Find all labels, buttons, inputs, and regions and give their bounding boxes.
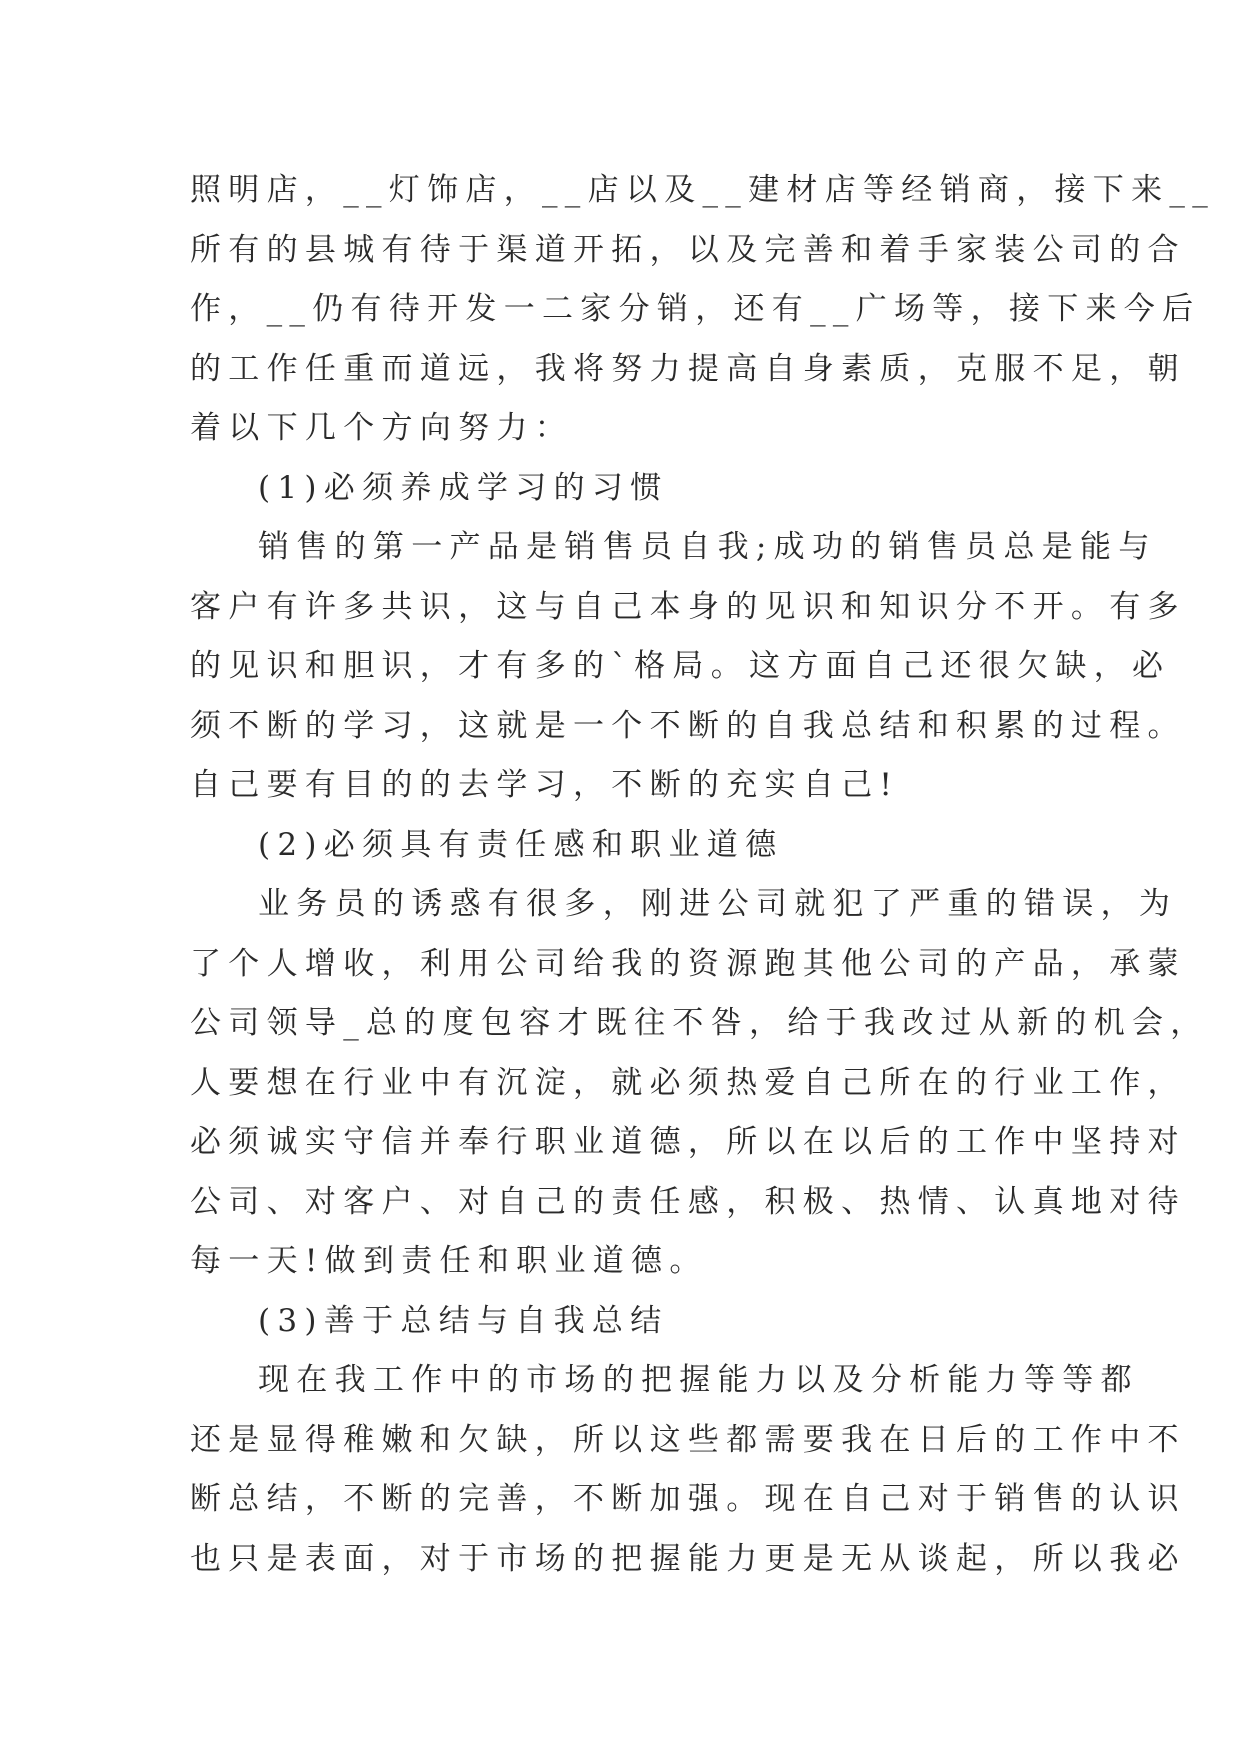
body-text	[190, 161, 1215, 1589]
text-line: 公司、对客户、对自己的责任感，积极、热情、认真地对待	[190, 1183, 1186, 1220]
text-line: 断总结，不断的完善，不断加强。现在自己对于销售的认识	[190, 1481, 1186, 1517]
text-line: 的见识和胆识，才有多的`格局。这方面自己还很欠缺，必	[190, 648, 1171, 684]
text-line: 客户有许多共识，这与自己本身的见识和知识分不开。有多	[190, 588, 1186, 625]
text-line: 作，__仍有待开发一二家分销，还有__广场等，接下来今后	[190, 291, 1201, 327]
text-line: (2)必须具有责任感和职业道德	[258, 826, 784, 863]
text-line: (1)必须养成学习的习惯	[258, 469, 669, 506]
text-line: (3)善于总结与自我总结	[258, 1302, 669, 1339]
text-line: 自己要有目的的去学习，不断的充实自己!	[190, 767, 900, 803]
text-line: 必须诚实守信并奉行职业道德，所以在以后的工作中坚持对	[190, 1124, 1186, 1160]
text-line: 照明店，__灯饰店，__店以及__建材店等经销商，接下来__	[190, 172, 1215, 208]
text-line: 了个人增收，利用公司给我的资源跑其他公司的产品，承蒙	[190, 945, 1186, 982]
text-line: 公司领导_总的度包容才既往不咎，给于我改过从新的机会，	[190, 1005, 1209, 1041]
text-line: 业务员的诱惑有很多，刚进公司就犯了严重的错误，为	[258, 886, 1178, 922]
text-line: 每一天!做到责任和职业道德。	[190, 1243, 708, 1279]
text-line: 也只是表面，对于市场的把握能力更是无从谈起，所以我必	[190, 1540, 1186, 1577]
text-line: 人要想在行业中有沉淀，就必须热爱自己所在的行业工作，	[190, 1064, 1186, 1101]
text-line: 现在我工作中的市场的把握能力以及分析能力等等都	[258, 1362, 1139, 1398]
text-line: 销售的第一产品是销售员自我;成功的销售员总是能与	[258, 529, 1157, 565]
text-line: 的工作任重而道远，我将努力提高自身素质，克服不足，朝	[190, 350, 1186, 387]
text-line: 须不断的学习，这就是一个不断的自我总结和积累的过程。	[190, 707, 1186, 744]
text-line: 还是显得稚嫩和欠缺，所以这些都需要我在日后的工作中不	[190, 1421, 1186, 1458]
text-line: 着以下几个方向努力：	[190, 410, 573, 446]
text-line: 所有的县城有待于渠道开拓，以及完善和着手家装公司的合	[190, 231, 1186, 268]
